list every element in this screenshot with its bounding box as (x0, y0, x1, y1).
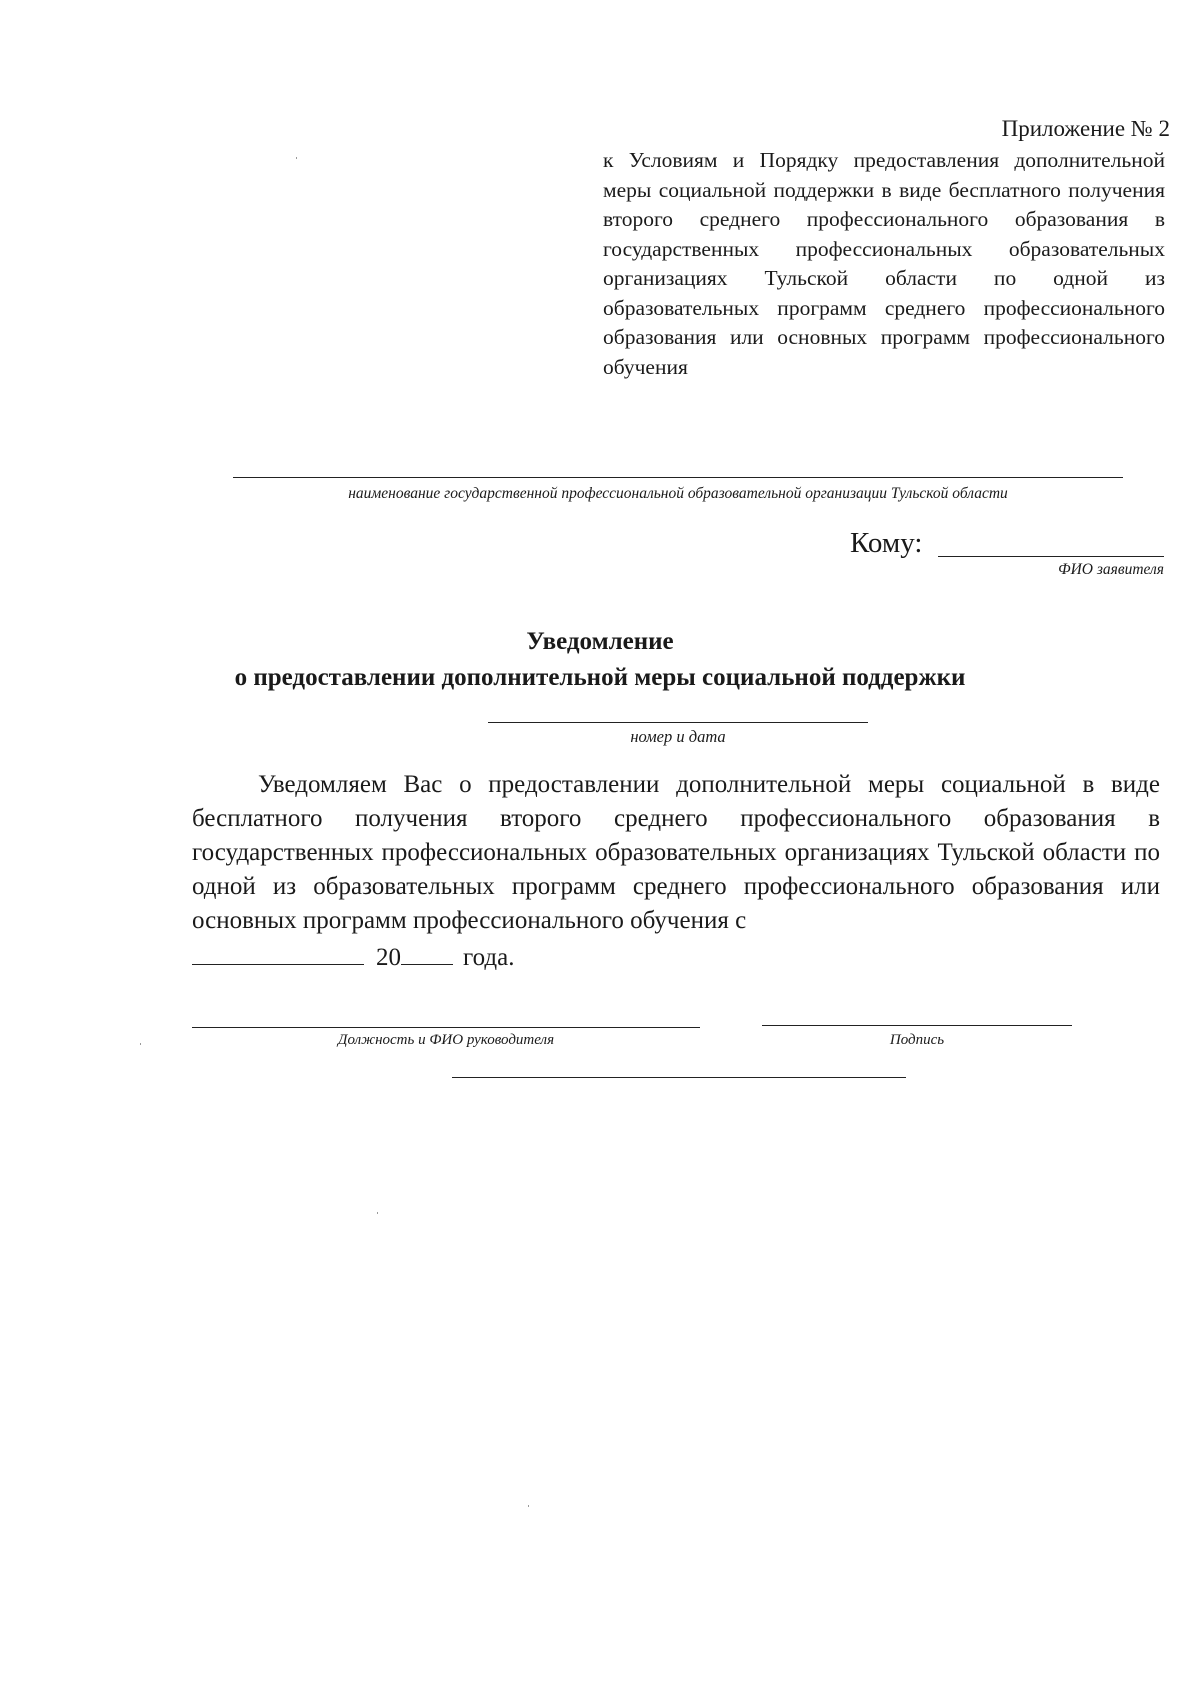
number-date-line (488, 722, 868, 723)
position-name-line (192, 1027, 700, 1028)
appendix-text: к Условиям и Порядку предоставления дополнительной меры социальной поддержки в виде бесплатного получения второго среднего профессионального образования в государственных профессиональных образовательных организациях Тульской области по одной из образовательных программ среднего профессионального образования или основных программ профессионального обучения (603, 148, 1165, 379)
recipient-name-caption: ФИО заявителя (1058, 561, 1164, 578)
scan-speck (377, 1212, 378, 1214)
number-date-caption: номер и дата (630, 727, 726, 746)
document-title: Уведомление (526, 628, 674, 655)
start-date-line (192, 938, 514, 975)
recipient-label: Кому: (850, 527, 923, 559)
signature-line (762, 1025, 1072, 1026)
appendix-number: Приложение № 2 (1001, 116, 1170, 141)
start-date-blank (192, 938, 364, 965)
year-suffix: года. (463, 944, 515, 971)
bottom-blank-line (452, 1077, 906, 1078)
recipient-name-line (938, 556, 1164, 557)
position-name-caption: Должность и ФИО руководителя (337, 1032, 555, 1048)
scan-speck (296, 157, 297, 159)
organization-name-line (233, 477, 1123, 478)
scan-speck (528, 1505, 529, 1507)
year-prefix: 20 (376, 944, 401, 971)
scan-speck (140, 1043, 141, 1045)
document-subtitle: о предоставлении дополнительной меры социальной поддержки (234, 664, 966, 691)
year-blank (401, 938, 453, 965)
organization-name-caption: наименование государственной профессиональной образовательной организации Тульской области (348, 485, 1008, 502)
notification-paragraph: Уведомляем Вас о предоставлении дополнительной меры социальной в виде бесплатного получения второго среднего профессионального образования в государственных профессиональных образовательных организациях Тульской области по одной из образовательных программ среднего профессионального образования или основных программ профессионального обучения с (192, 771, 1160, 934)
signature-caption: Подпись (889, 1032, 945, 1048)
